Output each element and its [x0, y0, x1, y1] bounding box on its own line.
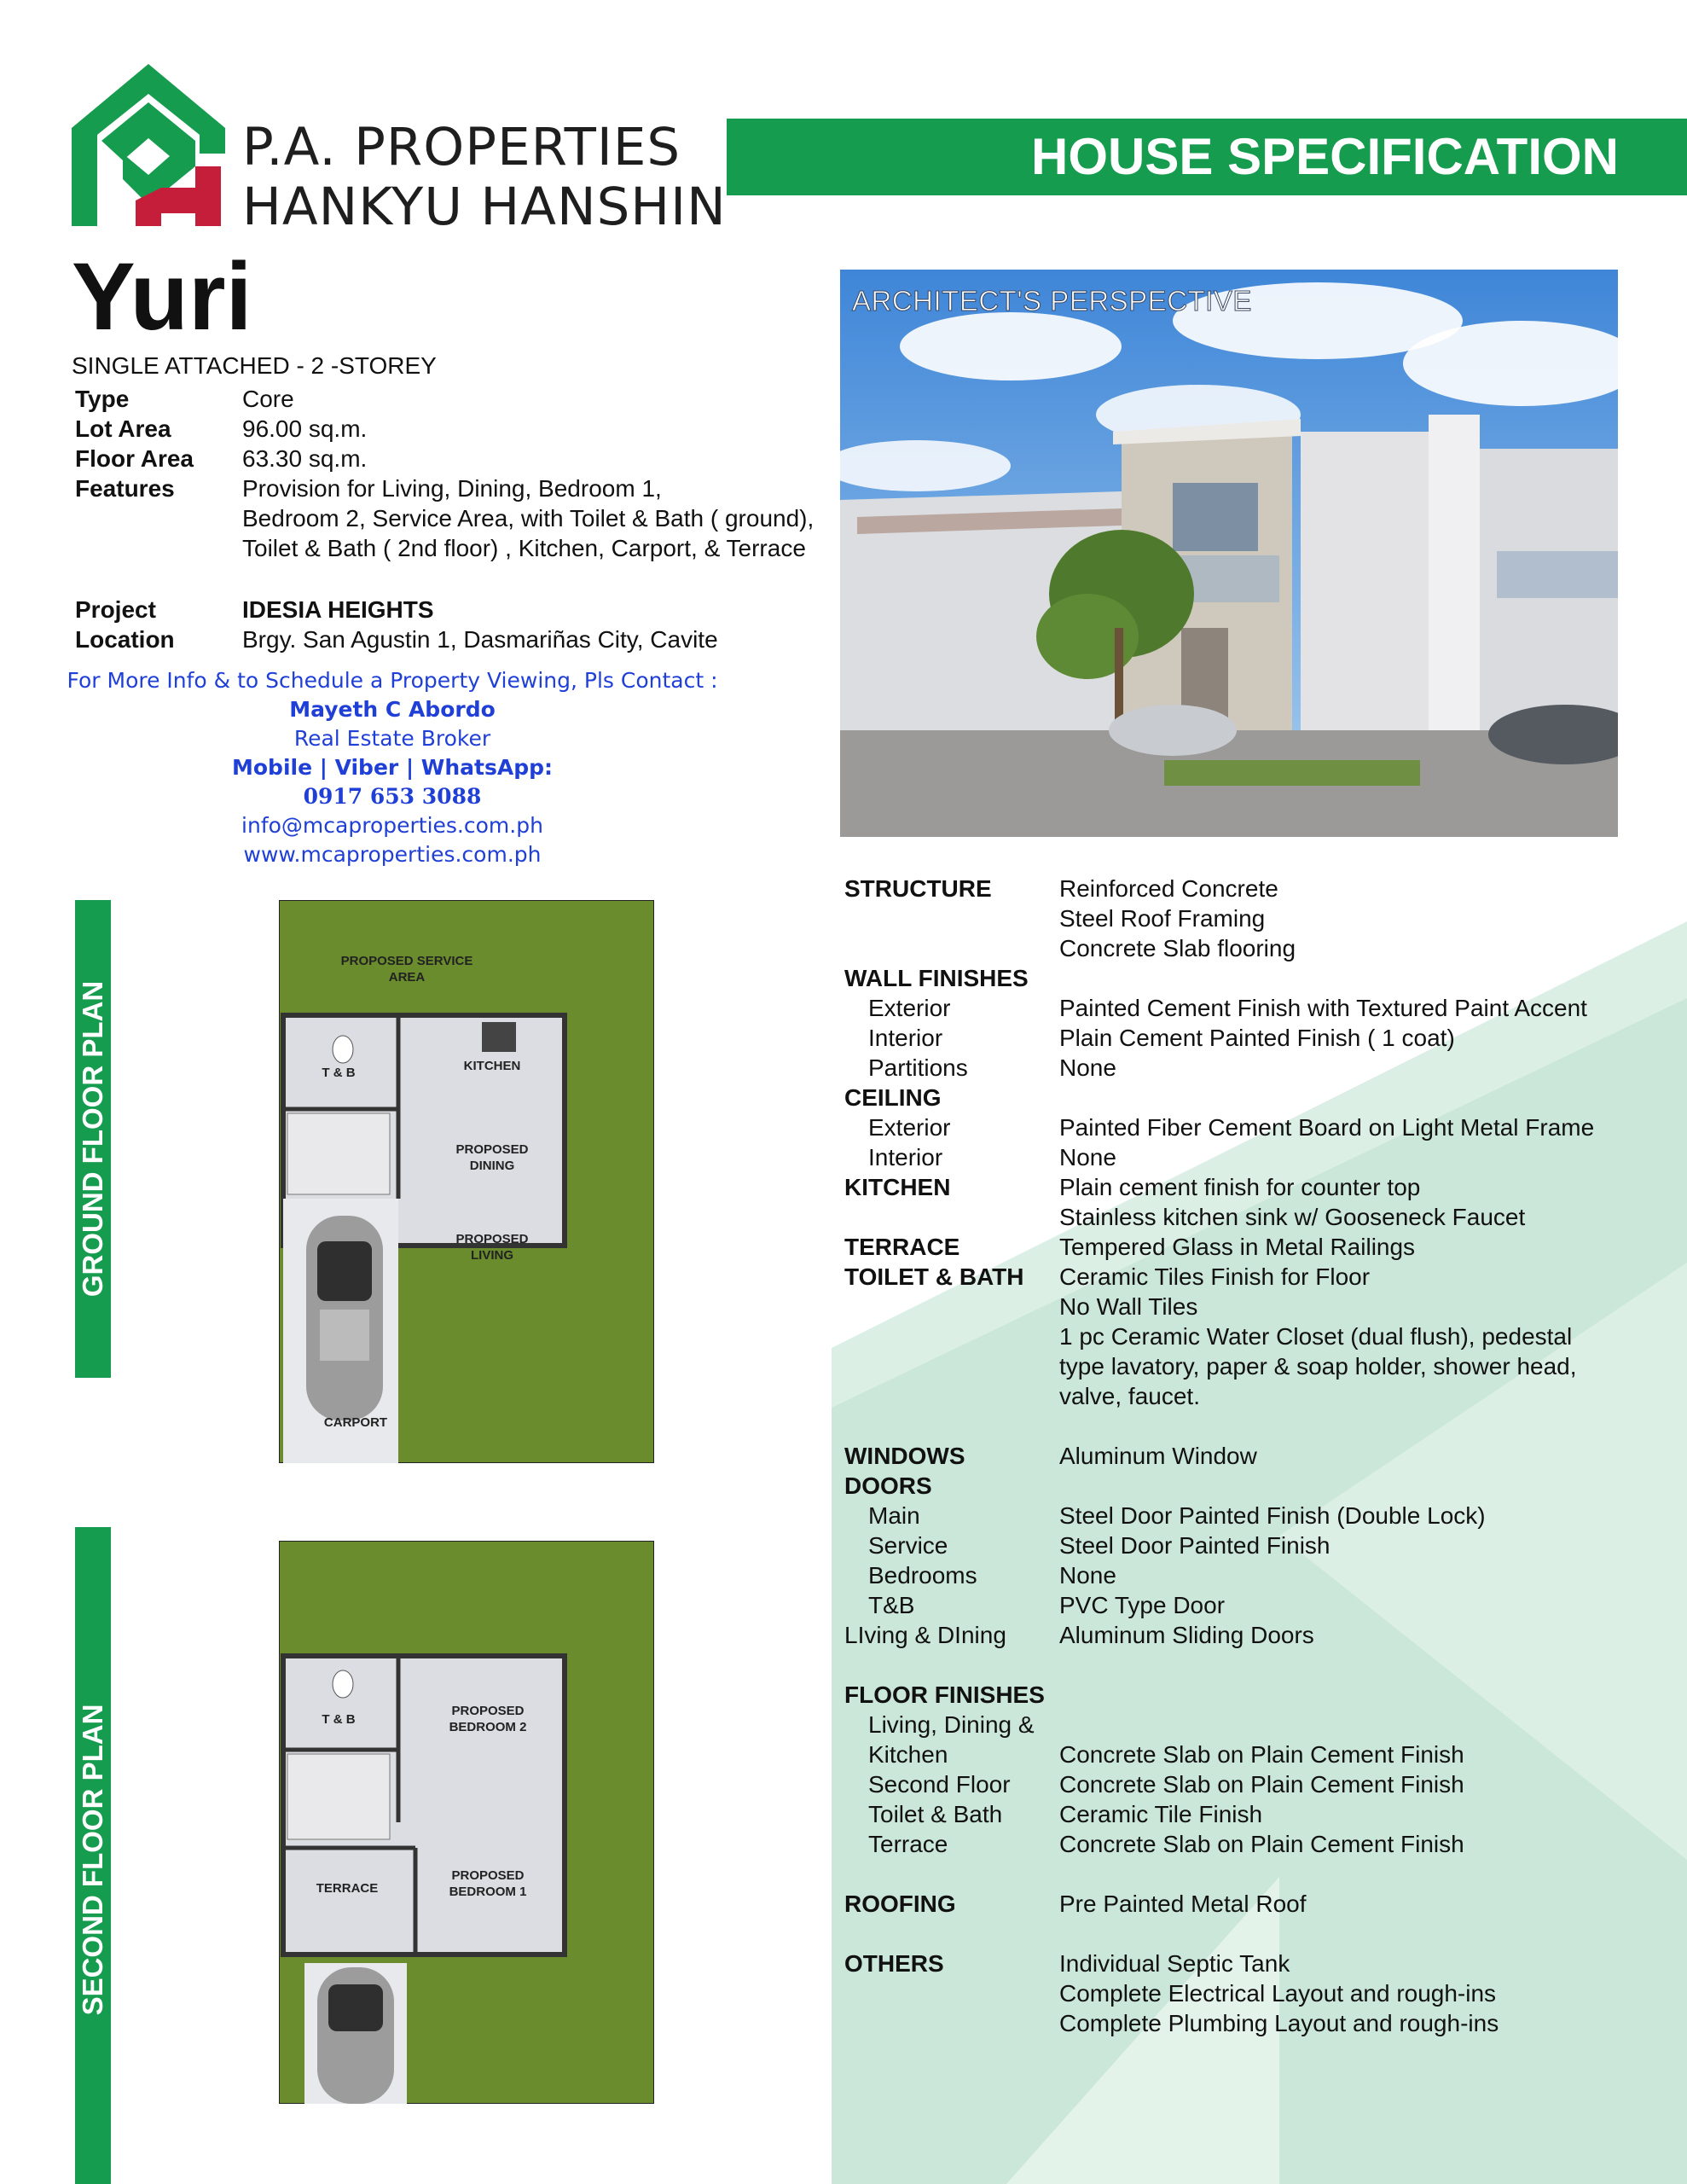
- spec-kitchen-label: KITCHEN: [844, 1174, 951, 1200]
- plan-label-bedroom-1: PROPOSED BEDROOM 1: [449, 1868, 527, 1899]
- header-bar: [727, 119, 1687, 195]
- page-title: HOUSE SPECIFICATION: [1031, 128, 1619, 185]
- spec-tb-4: type lavatory, paper & soap holder, shower head,: [1059, 1353, 1577, 1380]
- spec-tb-2: No Wall Tiles: [1059, 1293, 1198, 1320]
- brand-name: [242, 118, 727, 237]
- spec-door-bedrooms-value: None: [1059, 1562, 1116, 1589]
- spec-kitchen-2: Stainless kitchen sink w/ Gooseneck Faucet: [1059, 1204, 1526, 1230]
- floor-area-value: 63.30 sq.m.: [242, 445, 368, 472]
- spec-structure-label: STRUCTURE: [844, 875, 992, 902]
- spec-door-bedrooms-label: Bedrooms: [868, 1562, 977, 1589]
- spec-tb-1: Ceramic Tiles Finish for Floor: [1059, 1263, 1371, 1290]
- second-floor-plan-title: SECOND FLOOR PLAN: [77, 1704, 108, 2016]
- plan-label-bedroom-2: PROPOSED BEDROOM 2: [449, 1704, 527, 1734]
- type-label: Type: [75, 386, 130, 412]
- second-floor-plan-bar: [75, 1527, 111, 2184]
- brand-line-1: P.A. PROPERTIES: [242, 117, 681, 177]
- plan-label-kitchen: KITCHEN: [463, 1059, 521, 1073]
- spec-door-service-label: Service: [868, 1532, 948, 1559]
- spec-door-tb-label: T&B: [868, 1592, 915, 1618]
- spec-terrace-value: Tempered Glass in Metal Railings: [1059, 1234, 1416, 1260]
- type-value: Core: [242, 386, 294, 412]
- spec-ceiling-interior-label: Interior: [868, 1144, 943, 1170]
- spec-terrace-label: TERRACE: [844, 1234, 960, 1260]
- brand-line-2: HANKYU HANSHIN: [242, 177, 727, 237]
- plan-label-tb-second: T & B: [322, 1712, 356, 1727]
- floor-area-label: Floor Area: [75, 445, 194, 472]
- spec-roofing-label: ROOFING: [844, 1891, 956, 1917]
- spec-kitchen-1: Plain cement finish for counter top: [1059, 1174, 1421, 1200]
- spec-structure-3: Concrete Slab flooring: [1059, 935, 1296, 961]
- spec-ceiling-exterior-label: Exterior: [868, 1114, 951, 1141]
- ground-floor-plan: [279, 900, 654, 1463]
- contact-website[interactable]: www.mcaproperties.com.ph: [243, 842, 542, 867]
- features-line-1: Provision for Living, Dining, Bedroom 1,: [242, 475, 662, 502]
- spec-others-2: Complete Electrical Layout and rough-ins: [1059, 1980, 1497, 2007]
- lot-area-label: Lot Area: [75, 415, 171, 442]
- plan-label-service-area: PROPOSED SERVICE AREA: [340, 954, 473, 985]
- location-label: Location: [75, 626, 175, 653]
- spec-floor-ldk-label-1: Living, Dining &: [868, 1711, 1035, 1738]
- spec-roofing-value: Pre Painted Metal Roof: [1059, 1891, 1307, 1917]
- features-line-2: Bedroom 2, Service Area, with Toilet & Bath ( ground),: [242, 505, 815, 531]
- contact-role: Real Estate Broker: [293, 726, 491, 751]
- spec-wall-partitions-label: Partitions: [868, 1054, 968, 1081]
- spec-wall-exterior-value: Painted Cement Finish with Textured Paint Accent: [1059, 995, 1587, 1021]
- spec-wall-partitions-value: None: [1059, 1054, 1116, 1081]
- spec-tb-3: 1 pc Ceramic Water Closet (dual flush), pedestal: [1059, 1323, 1573, 1350]
- spec-doors-label: DOORS: [844, 1472, 932, 1499]
- contact-mobile-label: Mobile | Viber | WhatsApp:: [232, 755, 553, 780]
- spec-floor-label: FLOOR FINISHES: [844, 1682, 1045, 1708]
- model-subtype: SINGLE ATTACHED - 2 -STOREY: [72, 352, 437, 379]
- spec-wall-interior-value: Plain Cement Painted Finish ( 1 coat): [1059, 1025, 1455, 1051]
- contact-email[interactable]: info@mcaproperties.com.ph: [241, 813, 543, 838]
- contact-phone[interactable]: 0917 653 3088: [303, 784, 482, 809]
- second-floor-plan: [279, 1541, 654, 2104]
- spec-structure-2: Steel Roof Framing: [1059, 905, 1266, 932]
- plan-label-tb: T & B: [322, 1066, 356, 1080]
- contact-intro: For More Info & to Schedule a Property Viewing, Pls Contact :: [67, 668, 718, 693]
- features-label: Features: [75, 475, 175, 502]
- photo-label: ARCHITECT'S PERSPECTIVE: [852, 285, 1252, 317]
- lot-area-value: 96.00 sq.m.: [242, 415, 368, 442]
- spec-floor-second-value: Concrete Slab on Plain Cement Finish: [1059, 1771, 1464, 1798]
- spec-wall-interior-label: Interior: [868, 1025, 943, 1051]
- spec-floor-ldk-label-2: Kitchen: [868, 1741, 948, 1768]
- contact-name: Mayeth C Abordo: [289, 697, 496, 722]
- spec-floor-terrace-value: Concrete Slab on Plain Cement Finish: [1059, 1831, 1464, 1857]
- project-label: Project: [75, 596, 156, 623]
- spec-tb-5: valve, faucet.: [1059, 1383, 1200, 1409]
- spec-door-tb-value: PVC Type Door: [1059, 1592, 1226, 1618]
- spec-wall-exterior-label: Exterior: [868, 995, 951, 1021]
- spec-others-3: Complete Plumbing Layout and rough-ins: [1059, 2010, 1499, 2036]
- house-illustration: [840, 270, 1618, 837]
- spec-windows-label: WINDOWS: [844, 1443, 965, 1469]
- spec-door-main-value: Steel Door Painted Finish (Double Lock): [1059, 1502, 1486, 1529]
- plan-label-living: PROPOSED LIVING: [455, 1232, 529, 1263]
- spec-wall-label: WALL FINISHES: [844, 965, 1029, 991]
- brand-logo: [72, 60, 225, 230]
- spec-floor-tb-label: Toilet & Bath: [868, 1801, 1003, 1827]
- spec-floor-second-label: Second Floor: [868, 1771, 1011, 1798]
- contact-block: [43, 666, 742, 869]
- spec-windows-value: Aluminum Window: [1059, 1443, 1257, 1469]
- model-name: Yuri: [72, 243, 252, 350]
- ground-floor-plan-bar: [75, 900, 111, 1378]
- spec-others-label: OTHERS: [844, 1950, 944, 1977]
- spec-door-living-dining-value: Aluminum Sliding Doors: [1059, 1622, 1314, 1648]
- features-line-3: Toilet & Bath ( 2nd floor) , Kitchen, Carport, & Terrace: [242, 535, 806, 561]
- spec-door-main-label: Main: [868, 1502, 920, 1529]
- plan-label-dining: PROPOSED DINING: [455, 1142, 529, 1173]
- plan-label-carport: CARPORT: [323, 1415, 388, 1430]
- location-value: Brgy. San Agustin 1, Dasmariñas City, Cavite: [242, 626, 718, 653]
- project-value: IDESIA HEIGHTS: [242, 596, 434, 623]
- spec-door-service-value: Steel Door Painted Finish: [1059, 1532, 1330, 1559]
- spec-ceiling-interior-value: None: [1059, 1144, 1116, 1170]
- spec-tb-label: TOILET & BATH: [844, 1263, 1024, 1290]
- ground-floor-plan-title: GROUND FLOOR PLAN: [77, 980, 108, 1298]
- second-floor-drawing: [279, 1541, 654, 2104]
- spec-floor-ldk-value: Concrete Slab on Plain Cement Finish: [1059, 1741, 1464, 1768]
- architect-perspective-image: [840, 270, 1618, 837]
- spec-structure-1: Reinforced Concrete: [1059, 875, 1278, 902]
- spec-ceiling-label: CEILING: [844, 1084, 942, 1111]
- spec-door-living-dining-label: LIving & DIning: [844, 1622, 1006, 1648]
- spec-floor-tb-value: Ceramic Tile Finish: [1059, 1801, 1263, 1827]
- plan-label-terrace: TERRACE: [316, 1881, 379, 1896]
- spec-floor-terrace-label: Terrace: [868, 1831, 948, 1857]
- spec-others-1: Individual Septic Tank: [1059, 1950, 1290, 1977]
- spec-ceiling-exterior-value: Painted Fiber Cement Board on Light Metal Frame: [1059, 1114, 1595, 1141]
